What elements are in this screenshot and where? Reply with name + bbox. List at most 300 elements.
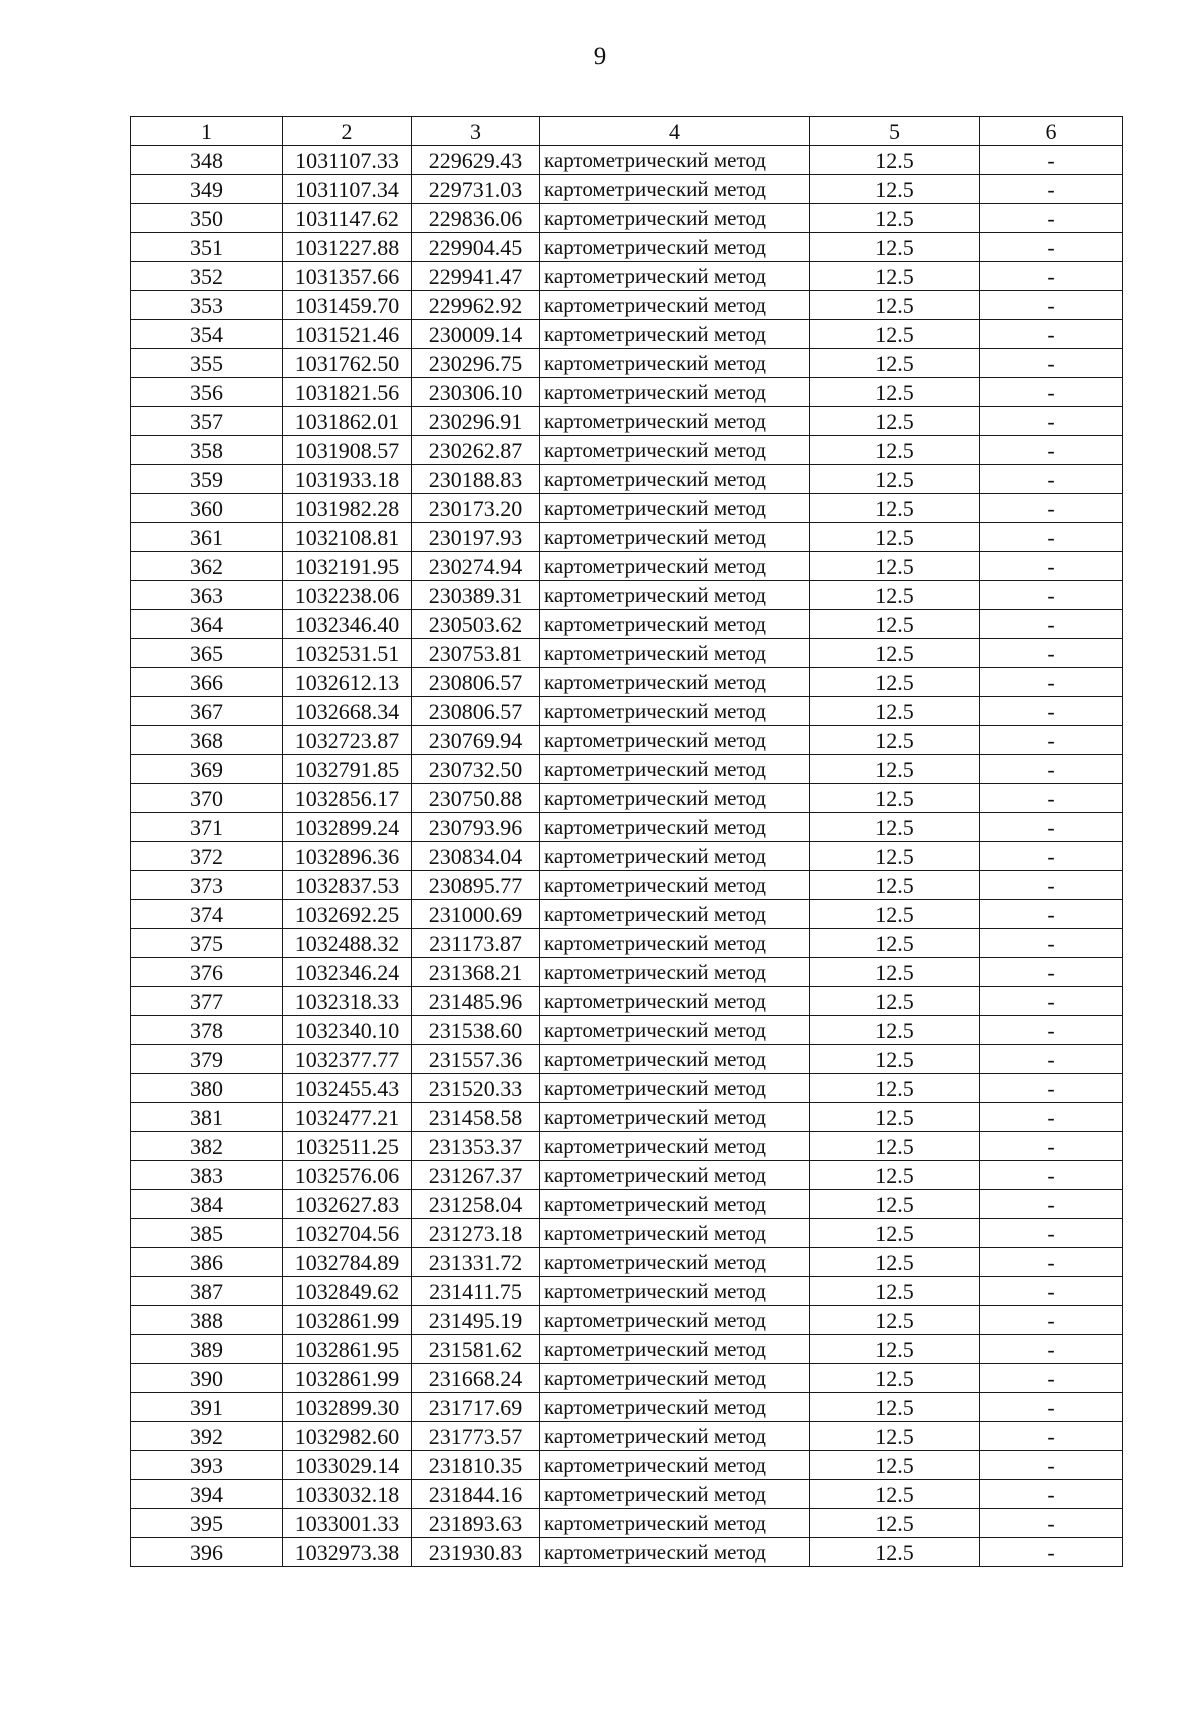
cell-accuracy: 12.5 (810, 320, 980, 349)
cell-point-number: 374 (131, 900, 283, 929)
cell-point-number: 361 (131, 523, 283, 552)
cell-method: картометрический метод (540, 1045, 810, 1074)
cell-point-number: 362 (131, 552, 283, 581)
header-cell-5: 5 (810, 117, 980, 146)
cell-coord-y: 230274.94 (412, 552, 540, 581)
cell-note: - (980, 1074, 1123, 1103)
cell-coord-x: 1032511.25 (283, 1132, 412, 1161)
cell-coord-x: 1031459.70 (283, 291, 412, 320)
table-row (131, 639, 1123, 668)
cell-point-number: 364 (131, 610, 283, 639)
cell-accuracy: 12.5 (810, 233, 980, 262)
cell-coord-y: 229731.03 (412, 175, 540, 204)
cell-accuracy: 12.5 (810, 204, 980, 233)
cell-coord-y: 230188.83 (412, 465, 540, 494)
cell-method: картометрический метод (540, 552, 810, 581)
cell-note: - (980, 233, 1123, 262)
cell-coord-y: 230296.91 (412, 407, 540, 436)
cell-accuracy: 12.5 (810, 1074, 980, 1103)
cell-accuracy: 12.5 (810, 1103, 980, 1132)
cell-coord-y: 230306.10 (412, 378, 540, 407)
cell-method: картометрический метод (540, 175, 810, 204)
cell-point-number: 365 (131, 639, 283, 668)
cell-coord-x: 1032973.38 (283, 1538, 412, 1567)
cell-point-number: 360 (131, 494, 283, 523)
table-row (131, 465, 1123, 494)
cell-method: картометрический метод (540, 1132, 810, 1161)
cell-accuracy: 12.5 (810, 987, 980, 1016)
cell-accuracy: 12.5 (810, 465, 980, 494)
cell-accuracy: 12.5 (810, 1190, 980, 1219)
cell-accuracy: 12.5 (810, 175, 980, 204)
cell-coord-y: 231810.35 (412, 1451, 540, 1480)
cell-point-number: 358 (131, 436, 283, 465)
cell-method: картометрический метод (540, 610, 810, 639)
cell-method: картометрический метод (540, 320, 810, 349)
cell-accuracy: 12.5 (810, 958, 980, 987)
cell-coord-x: 1032318.33 (283, 987, 412, 1016)
cell-note: - (980, 639, 1123, 668)
table-header (131, 117, 1123, 146)
cell-note: - (980, 262, 1123, 291)
table-row (131, 1277, 1123, 1306)
table-row (131, 871, 1123, 900)
cell-method: картометрический метод (540, 639, 810, 668)
cell-accuracy: 12.5 (810, 1538, 980, 1567)
cell-coord-y: 231267.37 (412, 1161, 540, 1190)
cell-note: - (980, 1016, 1123, 1045)
coordinates-table (130, 116, 1123, 1567)
cell-point-number: 382 (131, 1132, 283, 1161)
cell-method: картометрический метод (540, 1480, 810, 1509)
cell-coord-x: 1032896.36 (283, 842, 412, 871)
cell-accuracy: 12.5 (810, 1509, 980, 1538)
table-row (131, 1161, 1123, 1190)
cell-coord-y: 231520.33 (412, 1074, 540, 1103)
table-row (131, 1045, 1123, 1074)
cell-accuracy: 12.5 (810, 1277, 980, 1306)
table-row (131, 1451, 1123, 1480)
cell-accuracy: 12.5 (810, 349, 980, 378)
cell-note: - (980, 1045, 1123, 1074)
cell-accuracy: 12.5 (810, 1045, 980, 1074)
cell-point-number: 372 (131, 842, 283, 871)
cell-point-number: 386 (131, 1248, 283, 1277)
cell-accuracy: 12.5 (810, 523, 980, 552)
table-row (131, 204, 1123, 233)
table-row (131, 668, 1123, 697)
cell-method: картометрический метод (540, 349, 810, 378)
cell-coord-y: 231668.24 (412, 1364, 540, 1393)
cell-note: - (980, 1219, 1123, 1248)
cell-coord-x: 1031908.57 (283, 436, 412, 465)
cell-coord-y: 229836.06 (412, 204, 540, 233)
table-row (131, 1480, 1123, 1509)
cell-note: - (980, 1277, 1123, 1306)
cell-coord-y: 231353.37 (412, 1132, 540, 1161)
cell-accuracy: 12.5 (810, 1422, 980, 1451)
cell-coord-y: 230732.50 (412, 755, 540, 784)
cell-coord-x: 1032837.53 (283, 871, 412, 900)
cell-point-number: 350 (131, 204, 283, 233)
cell-point-number: 396 (131, 1538, 283, 1567)
cell-point-number: 356 (131, 378, 283, 407)
cell-coord-x: 1032377.77 (283, 1045, 412, 1074)
cell-point-number: 390 (131, 1364, 283, 1393)
cell-method: картометрический метод (540, 929, 810, 958)
cell-coord-y: 230806.57 (412, 697, 540, 726)
page-number: 9 (593, 43, 607, 70)
cell-coord-x: 1032982.60 (283, 1422, 412, 1451)
cell-accuracy: 12.5 (810, 697, 980, 726)
table-row (131, 1393, 1123, 1422)
cell-note: - (980, 349, 1123, 378)
cell-coord-x: 1033032.18 (283, 1480, 412, 1509)
cell-coord-y: 230834.04 (412, 842, 540, 871)
cell-note: - (980, 755, 1123, 784)
cell-note: - (980, 900, 1123, 929)
table-row (131, 1248, 1123, 1277)
cell-point-number: 394 (131, 1480, 283, 1509)
cell-accuracy: 12.5 (810, 726, 980, 755)
cell-coord-x: 1031147.62 (283, 204, 412, 233)
table-row (131, 1132, 1123, 1161)
cell-coord-x: 1031227.88 (283, 233, 412, 262)
cell-method: картометрический метод (540, 1103, 810, 1132)
cell-method: картометрический метод (540, 1393, 810, 1422)
cell-method: картометрический метод (540, 262, 810, 291)
cell-note: - (980, 697, 1123, 726)
cell-accuracy: 12.5 (810, 1335, 980, 1364)
cell-point-number: 389 (131, 1335, 283, 1364)
cell-note: - (980, 175, 1123, 204)
cell-point-number: 357 (131, 407, 283, 436)
cell-accuracy: 12.5 (810, 552, 980, 581)
cell-coord-x: 1032340.10 (283, 1016, 412, 1045)
cell-accuracy: 12.5 (810, 755, 980, 784)
cell-note: - (980, 1103, 1123, 1132)
cell-note: - (980, 726, 1123, 755)
cell-method: картометрический метод (540, 958, 810, 987)
cell-note: - (980, 929, 1123, 958)
cell-coord-x: 1032576.06 (283, 1161, 412, 1190)
cell-point-number: 369 (131, 755, 283, 784)
cell-coord-x: 1032627.83 (283, 1190, 412, 1219)
cell-coord-y: 231258.04 (412, 1190, 540, 1219)
cell-coord-y: 229904.45 (412, 233, 540, 262)
cell-point-number: 392 (131, 1422, 283, 1451)
table-row (131, 146, 1123, 175)
cell-note: - (980, 1480, 1123, 1509)
cell-note: - (980, 291, 1123, 320)
cell-note: - (980, 1335, 1123, 1364)
cell-coord-y: 230173.20 (412, 494, 540, 523)
cell-point-number: 348 (131, 146, 283, 175)
cell-method: картометрический метод (540, 668, 810, 697)
table-row (131, 726, 1123, 755)
table-row (131, 900, 1123, 929)
cell-note: - (980, 320, 1123, 349)
cell-accuracy: 12.5 (810, 262, 980, 291)
table-row (131, 958, 1123, 987)
header-row (131, 117, 1123, 146)
cell-accuracy: 12.5 (810, 436, 980, 465)
cell-point-number: 383 (131, 1161, 283, 1190)
cell-method: картометрический метод (540, 1364, 810, 1393)
cell-accuracy: 12.5 (810, 871, 980, 900)
cell-point-number: 371 (131, 813, 283, 842)
cell-note: - (980, 1422, 1123, 1451)
cell-coord-x: 1032612.13 (283, 668, 412, 697)
cell-point-number: 376 (131, 958, 283, 987)
cell-method: картометрический метод (540, 1074, 810, 1103)
table-row (131, 1335, 1123, 1364)
cell-coord-y: 231331.72 (412, 1248, 540, 1277)
cell-point-number: 395 (131, 1509, 283, 1538)
cell-method: картометрический метод (540, 204, 810, 233)
cell-accuracy: 12.5 (810, 1364, 980, 1393)
cell-note: - (980, 1190, 1123, 1219)
cell-coord-y: 230793.96 (412, 813, 540, 842)
header-cell-3: 3 (412, 117, 540, 146)
cell-accuracy: 12.5 (810, 407, 980, 436)
cell-coord-x: 1032849.62 (283, 1277, 412, 1306)
cell-accuracy: 12.5 (810, 668, 980, 697)
cell-coord-y: 229629.43 (412, 146, 540, 175)
cell-method: картометрический метод (540, 813, 810, 842)
cell-coord-x: 1032899.24 (283, 813, 412, 842)
table-row (131, 494, 1123, 523)
cell-accuracy: 12.5 (810, 1393, 980, 1422)
table-row (131, 349, 1123, 378)
cell-coord-y: 230009.14 (412, 320, 540, 349)
cell-method: картометрический метод (540, 233, 810, 262)
cell-coord-x: 1032723.87 (283, 726, 412, 755)
cell-coord-x: 1032477.21 (283, 1103, 412, 1132)
cell-coord-y: 231844.16 (412, 1480, 540, 1509)
cell-note: - (980, 465, 1123, 494)
cell-point-number: 387 (131, 1277, 283, 1306)
cell-note: - (980, 1509, 1123, 1538)
cell-coord-x: 1031821.56 (283, 378, 412, 407)
cell-note: - (980, 958, 1123, 987)
cell-coord-y: 231368.21 (412, 958, 540, 987)
table-row (131, 929, 1123, 958)
cell-point-number: 385 (131, 1219, 283, 1248)
cell-coord-x: 1032346.24 (283, 958, 412, 987)
table-row (131, 233, 1123, 262)
cell-point-number: 353 (131, 291, 283, 320)
cell-coord-x: 1032861.99 (283, 1306, 412, 1335)
cell-coord-y: 230750.88 (412, 784, 540, 813)
table-row (131, 1306, 1123, 1335)
table-row (131, 581, 1123, 610)
cell-coord-y: 230753.81 (412, 639, 540, 668)
cell-coord-y: 231581.62 (412, 1335, 540, 1364)
header-cell-4: 4 (540, 117, 810, 146)
table-row (131, 697, 1123, 726)
cell-method: картометрический метод (540, 1335, 810, 1364)
cell-point-number: 366 (131, 668, 283, 697)
cell-note: - (980, 1538, 1123, 1567)
cell-coord-x: 1032346.40 (283, 610, 412, 639)
cell-point-number: 378 (131, 1016, 283, 1045)
table-row (131, 1538, 1123, 1567)
cell-coord-y: 231538.60 (412, 1016, 540, 1045)
cell-note: - (980, 378, 1123, 407)
cell-point-number: 368 (131, 726, 283, 755)
table-row (131, 1509, 1123, 1538)
cell-method: картометрический метод (540, 987, 810, 1016)
cell-coord-x: 1032899.30 (283, 1393, 412, 1422)
cell-coord-x: 1032692.25 (283, 900, 412, 929)
header-cell-2: 2 (283, 117, 412, 146)
cell-method: картометрический метод (540, 755, 810, 784)
cell-method: картометрический метод (540, 407, 810, 436)
cell-note: - (980, 610, 1123, 639)
table-row (131, 552, 1123, 581)
table-row (131, 1219, 1123, 1248)
cell-method: картометрический метод (540, 1190, 810, 1219)
cell-accuracy: 12.5 (810, 610, 980, 639)
table-row (131, 813, 1123, 842)
table-row (131, 987, 1123, 1016)
cell-point-number: 351 (131, 233, 283, 262)
cell-coord-x: 1032488.32 (283, 929, 412, 958)
cell-method: картометрический метод (540, 842, 810, 871)
cell-method: картометрический метод (540, 900, 810, 929)
cell-coord-y: 231773.57 (412, 1422, 540, 1451)
cell-accuracy: 12.5 (810, 494, 980, 523)
cell-coord-y: 230895.77 (412, 871, 540, 900)
cell-method: картометрический метод (540, 581, 810, 610)
cell-coord-y: 231458.58 (412, 1103, 540, 1132)
cell-accuracy: 12.5 (810, 1132, 980, 1161)
cell-accuracy: 12.5 (810, 929, 980, 958)
cell-note: - (980, 146, 1123, 175)
cell-coord-y: 230769.94 (412, 726, 540, 755)
cell-method: картометрический метод (540, 784, 810, 813)
cell-accuracy: 12.5 (810, 842, 980, 871)
table-row (131, 262, 1123, 291)
cell-method: картометрический метод (540, 1422, 810, 1451)
cell-coord-y: 231717.69 (412, 1393, 540, 1422)
table-row (131, 610, 1123, 639)
cell-coord-x: 1031107.33 (283, 146, 412, 175)
table-row (131, 378, 1123, 407)
cell-method: картометрический метод (540, 871, 810, 900)
cell-accuracy: 12.5 (810, 146, 980, 175)
cell-point-number: 352 (131, 262, 283, 291)
cell-note: - (980, 494, 1123, 523)
cell-coord-x: 1031862.01 (283, 407, 412, 436)
cell-point-number: 363 (131, 581, 283, 610)
cell-note: - (980, 1393, 1123, 1422)
cell-method: картометрический метод (540, 1277, 810, 1306)
table-row (131, 1364, 1123, 1393)
cell-coord-y: 231557.36 (412, 1045, 540, 1074)
cell-accuracy: 12.5 (810, 1161, 980, 1190)
cell-note: - (980, 1364, 1123, 1393)
cell-method: картометрический метод (540, 1451, 810, 1480)
cell-point-number: 367 (131, 697, 283, 726)
cell-note: - (980, 1306, 1123, 1335)
cell-note: - (980, 813, 1123, 842)
cell-coord-y: 231273.18 (412, 1219, 540, 1248)
cell-method: картометрический метод (540, 1306, 810, 1335)
cell-accuracy: 12.5 (810, 900, 980, 929)
table-row (131, 320, 1123, 349)
cell-method: картометрический метод (540, 494, 810, 523)
cell-coord-x: 1033029.14 (283, 1451, 412, 1480)
cell-point-number: 380 (131, 1074, 283, 1103)
cell-method: картометрический метод (540, 1016, 810, 1045)
cell-accuracy: 12.5 (810, 1480, 980, 1509)
cell-coord-x: 1032531.51 (283, 639, 412, 668)
cell-note: - (980, 842, 1123, 871)
cell-method: картометрический метод (540, 291, 810, 320)
table-row (131, 755, 1123, 784)
cell-coord-y: 231485.96 (412, 987, 540, 1016)
cell-coord-x: 1032791.85 (283, 755, 412, 784)
cell-coord-y: 230389.31 (412, 581, 540, 610)
table-body (131, 146, 1123, 1567)
cell-method: картометрический метод (540, 1509, 810, 1538)
cell-coord-y: 230503.62 (412, 610, 540, 639)
table-row (131, 1103, 1123, 1132)
cell-coord-x: 1032861.99 (283, 1364, 412, 1393)
cell-coord-y: 229941.47 (412, 262, 540, 291)
cell-coord-x: 1031107.34 (283, 175, 412, 204)
table-row (131, 1074, 1123, 1103)
cell-method: картометрический метод (540, 436, 810, 465)
cell-note: - (980, 1451, 1123, 1480)
cell-accuracy: 12.5 (810, 784, 980, 813)
cell-accuracy: 12.5 (810, 813, 980, 842)
cell-note: - (980, 436, 1123, 465)
cell-coord-x: 1032861.95 (283, 1335, 412, 1364)
cell-point-number: 370 (131, 784, 283, 813)
cell-accuracy: 12.5 (810, 378, 980, 407)
table-row (131, 1422, 1123, 1451)
cell-point-number: 391 (131, 1393, 283, 1422)
cell-point-number: 375 (131, 929, 283, 958)
table-row (131, 523, 1123, 552)
header-cell-1: 1 (131, 117, 283, 146)
table-row (131, 291, 1123, 320)
cell-method: картометрический метод (540, 697, 810, 726)
table-row (131, 1190, 1123, 1219)
cell-method: картометрический метод (540, 523, 810, 552)
cell-coord-y: 231495.19 (412, 1306, 540, 1335)
cell-note: - (980, 552, 1123, 581)
cell-note: - (980, 204, 1123, 233)
cell-accuracy: 12.5 (810, 581, 980, 610)
cell-point-number: 388 (131, 1306, 283, 1335)
cell-point-number: 384 (131, 1190, 283, 1219)
cell-method: картометрический метод (540, 1248, 810, 1277)
table-row (131, 175, 1123, 204)
cell-coord-x: 1032455.43 (283, 1074, 412, 1103)
cell-point-number: 381 (131, 1103, 283, 1132)
cell-coord-x: 1032238.06 (283, 581, 412, 610)
table-row (131, 436, 1123, 465)
cell-coord-x: 1031357.66 (283, 262, 412, 291)
cell-point-number: 355 (131, 349, 283, 378)
cell-method: картометрический метод (540, 465, 810, 494)
cell-note: - (980, 581, 1123, 610)
cell-note: - (980, 523, 1123, 552)
